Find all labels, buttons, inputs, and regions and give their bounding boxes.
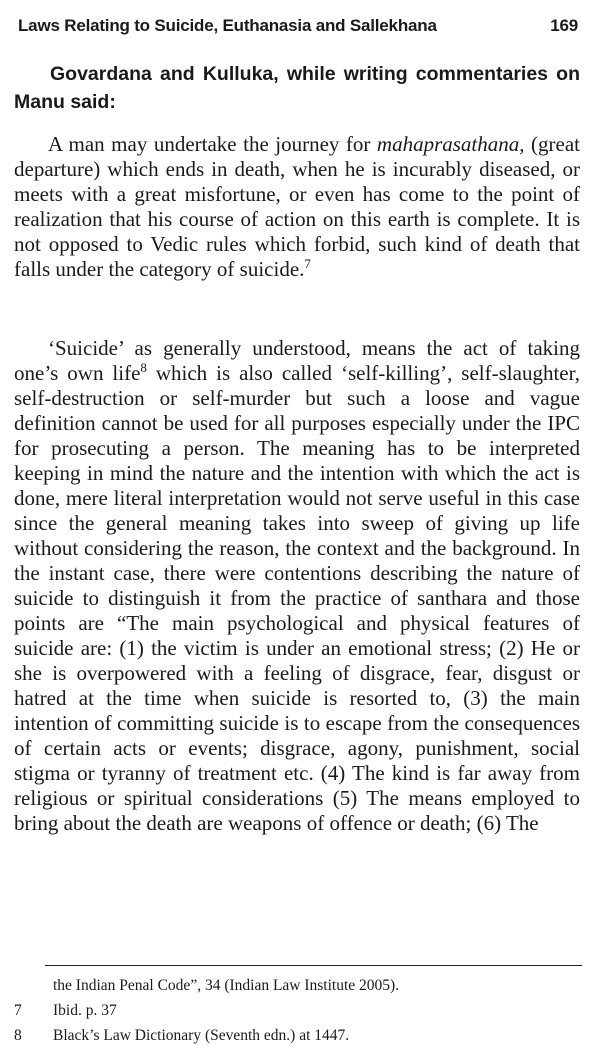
footnote-number: 7 [14,1002,22,1019]
footnote-text: Ibid. p. 37 [53,1002,117,1019]
footnote-ref-8: 8 [140,360,147,375]
section-heading: Govardana and Kulluka, while writing commentaries on Manu said: [14,63,580,113]
running-title: Laws Relating to Suicide, Euthanasia and Sallekhana [18,16,437,35]
italic-term: mahaprasathana, [376,132,525,156]
paragraph-2 [14,336,580,836]
footnote-number: 8 [14,1027,22,1044]
footnote-continuation: the Indian Penal Code”, 34 (Indian Law Institute 2005). [53,977,400,994]
paragraph-2-text: ‘Suicide’ as generally understood, means the act of taking one’s own life [14,336,580,385]
paragraph-1-text: A man may undertake the journey for [48,132,377,156]
footnotes [14,973,580,1048]
footnote-7 [14,998,580,1023]
running-header [18,16,578,36]
footnote-divider [45,965,582,966]
footnote-8 [14,1023,580,1048]
page-number: 169 [550,16,578,35]
paragraph-2-text-rest: which is also called ‘self-killing’, self-slaughter, self-destruction or self-murder but such a loose and vague definition cannot be used for all purposes especially under the IPC for prosecuting a person. The meaning has to be interpreted keeping in mind the nature and the intention with which the act is done, mere literal interpretation would not serve useful in this case since the general meaning takes into sweep of giving up life without considering the reason, the context and the background. In the instant case, there were contentions describing the nature of suicide to distinguish it from the practice of santhara and those points are “The main psychological and physical features of suicide are: (1) the victim is under an emotional stress; (2) He or she is overpowered with a feeling of disgrace, fear, disgust or hatred at the time when suicide is resorted to, (3) the main intention of committing suicide is to escape from the consequences of certain acts or events; disgrace, agony, punishment, social stigma or tyranny of treatment etc. (4) The kind is far away from religious or spiritual considerations (5) The means employed to bring about the death are weapons of offence or death; (6) The [14,361,580,835]
footnote-ref-7: 7 [304,256,311,271]
paragraph-1-text-rest: (great departure) which ends in death, when he is incurably diseased, or meets with a great misfortune, or even has come to the point of realization that his course of action on this earth is complete. It is not opposed to Vedic rules which forbid, such kind of death that falls under the category of suicide. [14,132,580,281]
footnote-text: Black’s Law Dictionary (Seventh edn.) at 1447. [53,1027,350,1044]
paragraph-1 [14,132,580,282]
